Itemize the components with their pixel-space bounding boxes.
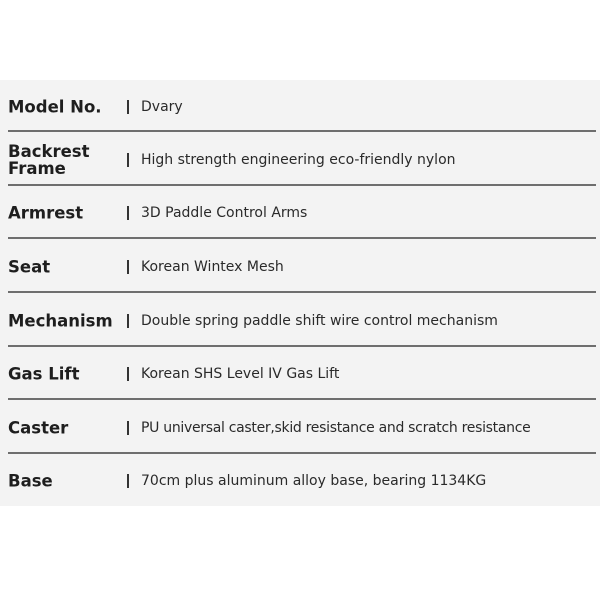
- spec-value: Double spring paddle shift wire control mechanism: [141, 312, 498, 329]
- spec-row-gas-lift: [0, 347, 600, 400]
- spec-value: High strength engineering eco-friendly nylon: [141, 151, 456, 168]
- row-divider: [8, 291, 596, 293]
- spec-label: Gas Lift: [8, 364, 80, 383]
- spec-label: Model No.: [8, 97, 102, 116]
- spec-value: Korean Wintex Mesh: [141, 258, 284, 275]
- spec-row-model-no: [0, 80, 600, 133]
- separator: [127, 100, 129, 114]
- spec-row-armrest: [0, 186, 600, 239]
- spec-row-seat: [0, 240, 600, 293]
- row-divider: [8, 130, 596, 132]
- separator: [127, 367, 129, 381]
- spec-value: Dvary: [141, 98, 183, 115]
- spec-row-mechanism: [0, 294, 600, 347]
- spec-label: Caster: [8, 418, 69, 437]
- spec-label: Base: [8, 471, 53, 490]
- separator: [127, 421, 129, 435]
- separator: [127, 474, 129, 488]
- spec-label: Seat: [8, 257, 51, 276]
- spec-value: PU universal caster,skid resistance and scratch resistance: [141, 419, 531, 436]
- separator: [127, 260, 129, 274]
- spec-value: 3D Paddle Control Arms: [141, 204, 308, 221]
- separator: [127, 153, 129, 167]
- spec-label: Backrest Frame: [8, 141, 90, 178]
- spec-row-base: [0, 454, 600, 507]
- spec-table: [0, 80, 600, 506]
- row-divider: [8, 237, 596, 239]
- spec-label: Mechanism: [8, 311, 113, 330]
- separator: [127, 314, 129, 328]
- spec-value: Korean SHS Level IV Gas Lift: [141, 365, 340, 382]
- spec-row-caster: [0, 401, 600, 454]
- spec-value: 70cm plus aluminum alloy base, bearing 1134KG: [141, 472, 487, 489]
- spec-label: Armrest: [8, 203, 84, 222]
- row-divider: [8, 398, 596, 400]
- separator: [127, 206, 129, 220]
- spec-row-backrest-frame: [0, 133, 600, 186]
